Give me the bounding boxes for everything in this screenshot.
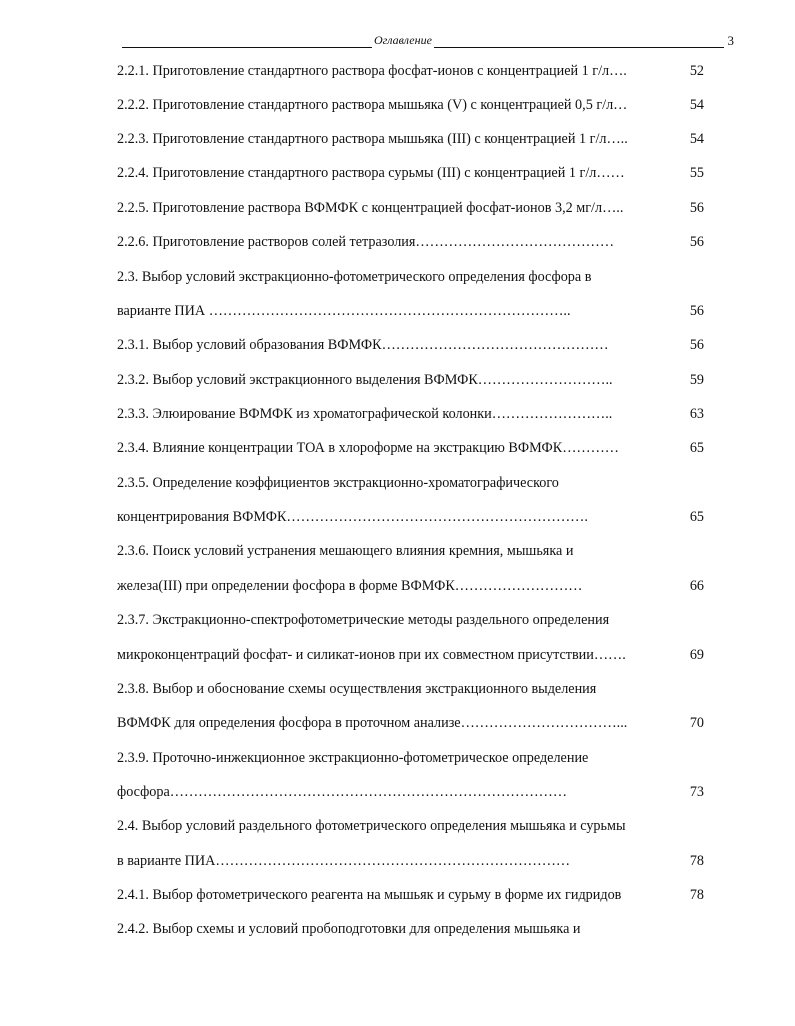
toc-entry-text: 2.3.5. Определение коэффициентов экстракционно-хроматографического	[117, 475, 559, 491]
toc-entry-page: 59	[689, 372, 704, 388]
toc-entry-page: 56	[689, 303, 704, 319]
toc-entry	[117, 266, 704, 288]
toc-entry-page: 69	[689, 647, 704, 663]
toc-entry	[117, 850, 704, 872]
toc-entry-page: 70	[689, 715, 704, 731]
toc-entry	[117, 712, 704, 734]
toc-entry	[117, 197, 704, 219]
toc-entry	[117, 781, 704, 803]
toc-entry-text: 2.4.2. Выбор схемы и условий пробоподготовки для определения мышьяка и	[117, 921, 581, 937]
header-title: Оглавление	[374, 33, 432, 47]
toc-entry-text: 2.3.9. Проточно-инжекционное экстракционно-фотометрическое определение	[117, 750, 589, 766]
toc-entry	[117, 678, 704, 700]
toc-entry-page: 56	[689, 337, 704, 353]
toc-entry-text: 2.3.6. Поиск условий устранения мешающего влияния кремния, мышьяка и	[117, 543, 574, 559]
toc-entry	[117, 884, 704, 906]
toc-entry-page: 65	[689, 509, 704, 525]
toc-entry-text: в варианте ПИА…………………………………………………………………	[117, 853, 571, 869]
toc-entry	[117, 403, 704, 425]
toc-entry-text: 2.3.1. Выбор условий образования ВФМФК…………………………………………	[117, 337, 609, 353]
toc-entry-text: 2.2.3. Приготовление стандартного раствора мышьяка (III) с концентрацией 1 г/л…..	[117, 131, 628, 147]
toc-entry-text: фосфора…………………………………………………………………………	[117, 784, 568, 800]
toc-entry-page: 78	[689, 853, 704, 869]
toc-entry-page: 78	[689, 887, 704, 903]
toc-entry-text: 2.3. Выбор условий экстракционно-фотометрического определения фосфора в	[117, 269, 592, 285]
toc-entry	[117, 747, 704, 769]
toc-entry-text: 2.2.6. Приготовление растворов солей тетразолия……………………………………	[117, 234, 615, 250]
toc-entry-text: ВФМФК для определения фосфора в проточном анализе……………………………...	[117, 715, 628, 731]
toc-entry-text: 2.3.3. Элюирование ВФМФК из хроматографической колонки……………………..	[117, 406, 613, 422]
toc-entry-page: 52	[689, 63, 704, 79]
toc-entry	[117, 575, 704, 597]
toc-entry-text: 2.3.8. Выбор и обоснование схемы осуществления экстракционного выделения	[117, 681, 597, 697]
toc-entry	[117, 437, 704, 459]
toc-entry-page: 56	[689, 200, 704, 216]
toc-entry-text: концентрирования ВФМФК……………………………………………………….	[117, 509, 588, 525]
toc-entry-text: железа(III) при определении фосфора в форме ВФМФК………………………	[117, 578, 583, 594]
toc-entry-text: 2.3.7. Экстракционно-спектрофотометрические методы раздельного определения	[117, 612, 610, 628]
toc-entry	[117, 472, 704, 494]
toc-entry	[117, 369, 704, 391]
toc-entry-text: 2.2.5. Приготовление раствора ВФМФК с концентрацией фосфат-ионов 3,2 мг/л…..	[117, 200, 624, 216]
toc-entry-text: варианте ПИА …………………………………………………………………..	[117, 303, 571, 319]
toc-entry-page: 55	[689, 165, 704, 181]
toc-entry	[117, 231, 704, 253]
toc-entry	[117, 94, 704, 116]
toc-entry	[117, 506, 704, 528]
toc-entry	[117, 918, 704, 940]
toc-entry	[117, 815, 704, 837]
toc-entry-page: 73	[689, 784, 704, 800]
toc-entry-text: 2.3.4. Влияние концентрации ТОА в хлороформе на экстракцию ВФМФК…………	[117, 440, 619, 456]
page-header	[122, 33, 734, 53]
toc-entry-page: 54	[689, 131, 704, 147]
toc-entry	[117, 644, 704, 666]
toc-entry-text: 2.2.4. Приготовление стандартного раствора сурьмы (III) с концентрацией 1 г/л……	[117, 165, 625, 181]
toc-entry-page: 63	[689, 406, 704, 422]
toc-entry-text: 2.2.2. Приготовление стандартного раствора мышьяка (V) с концентрацией 0,5 г/л…	[117, 97, 628, 113]
toc-entry	[117, 162, 704, 184]
toc-entry-text: 2.3.2. Выбор условий экстракционного выделения ВФМФК………………………..	[117, 372, 613, 388]
toc-entry-page: 66	[689, 578, 704, 594]
toc-entry-page: 56	[689, 234, 704, 250]
toc-entry	[117, 128, 704, 150]
toc-entry	[117, 334, 704, 356]
toc-entry	[117, 540, 704, 562]
toc-entry-text: 2.4.1. Выбор фотометрического реагента на мышьяк и сурьму в форме их гидридов	[117, 887, 622, 903]
toc-entry	[117, 300, 704, 322]
toc-entry-page: 65	[689, 440, 704, 456]
toc-entry	[117, 60, 704, 82]
toc-entry-text: 2.2.1. Приготовление стандартного раствора фосфат-ионов с концентрацией 1 г/л….	[117, 63, 627, 79]
toc-entry-text: 2.4. Выбор условий раздельного фотометрического определения мышьяка и сурьмы	[117, 818, 626, 834]
toc-entry	[117, 609, 704, 631]
page-number: 3	[727, 33, 734, 48]
toc-entry-text: микроконцентраций фосфат- и силикат-ионов при их совместном присутствии…….	[117, 647, 626, 663]
toc-entry-page: 54	[689, 97, 704, 113]
